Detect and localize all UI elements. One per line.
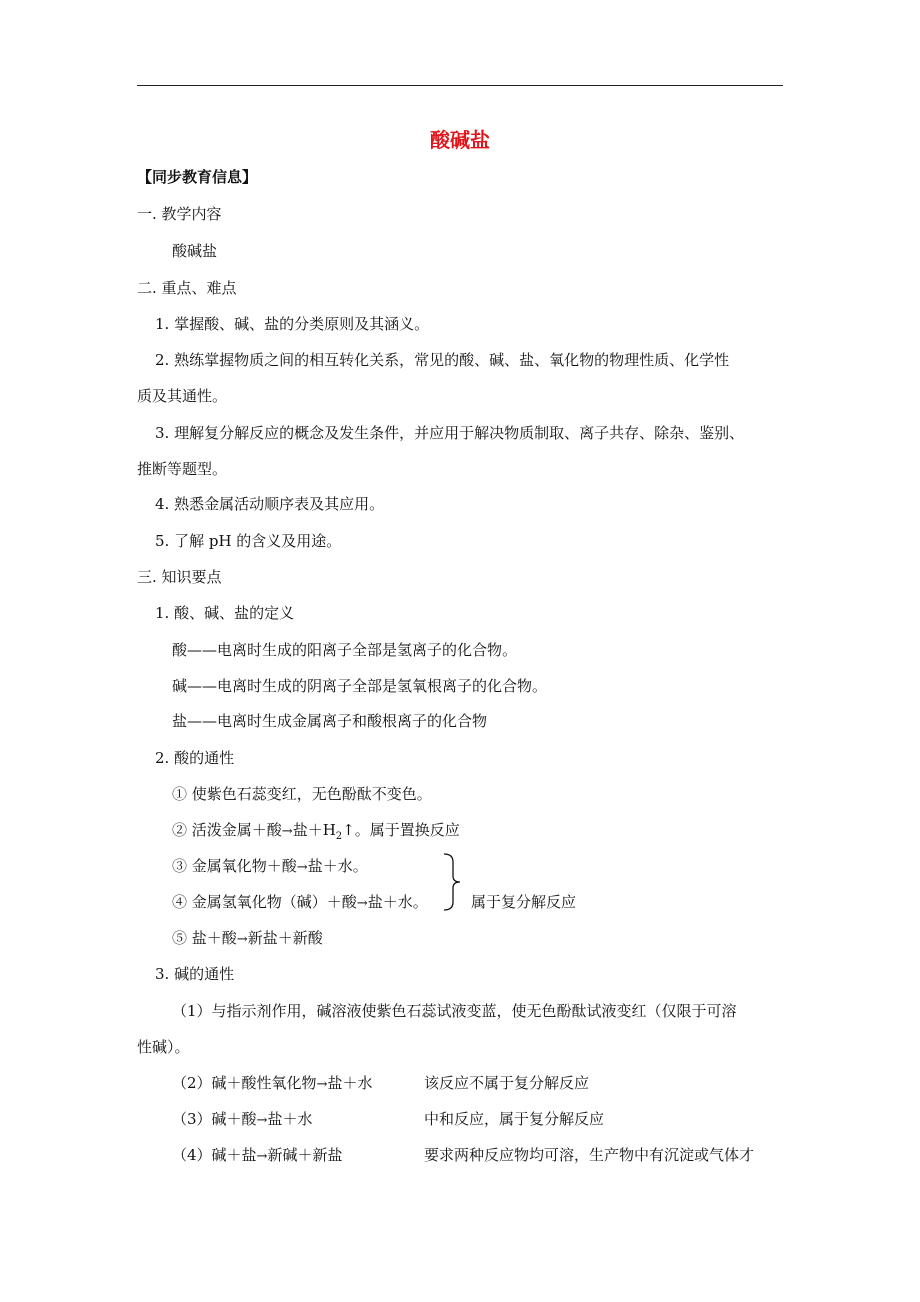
- arrow-icon: →: [256, 1149, 268, 1164]
- s2-item-3: 3. 理解复分解反应的概念及发生条件，并应用于解决物质制取、离子共存、除杂、鉴别、: [155, 424, 745, 442]
- s2-heading: 二. 重点、难点: [137, 279, 237, 297]
- acid-prop-2-reactants: ② 活泼金属＋酸: [172, 821, 282, 839]
- header-rule: [137, 85, 783, 86]
- acid-prop-4: [172, 892, 428, 914]
- base-prop-4-products: 新碱＋新盐: [267, 1146, 343, 1164]
- acid-prop-2-note: ↑。属于置换反应: [342, 821, 460, 839]
- s2-item-4: 4. 熟悉金属活动顺序表及其应用。: [155, 495, 385, 513]
- base-prop-3-products: 盐＋水: [267, 1110, 313, 1128]
- acid-prop-4-reactants: ④ 金属氢氧化物（碱）＋酸: [172, 893, 357, 911]
- base-heading: 3. 碱的通性: [155, 965, 235, 983]
- h2-subscript: 2: [335, 831, 343, 842]
- base-prop-1: （1）与指示剂作用，碱溶液使紫色石蕊试液变蓝，使无色酚酞试液变红（仅限于可溶: [172, 1002, 737, 1020]
- base-prop-1-cont: 性碱）。: [137, 1038, 190, 1056]
- base-prop-2-products: 盐＋水: [327, 1074, 373, 1092]
- s1-heading: 一. 教学内容: [137, 205, 222, 223]
- def-acid: 酸——电离时生成的阳离子全部是氢离子的化合物。: [172, 641, 518, 659]
- acid-prop-5-reactants: ⑤ 盐＋酸: [172, 929, 237, 947]
- arrow-icon: →: [356, 896, 368, 911]
- def-heading: 1. 酸、碱、盐的定义: [155, 604, 295, 622]
- arrow-icon: →: [256, 1113, 268, 1128]
- base-prop-2-reactants: （2）碱＋酸性氧化物: [172, 1074, 317, 1092]
- s2-item-1: 1. 掌握酸、碱、盐的分类原则及其涵义。: [155, 315, 430, 333]
- def-salt: 盐——电离时生成金属离子和酸根离子的化合物: [172, 712, 488, 730]
- acid-prop-4-products: 盐＋水。: [367, 893, 428, 911]
- double-decomposition-note: 属于复分解反应: [471, 893, 577, 911]
- acid-heading: 2. 酸的通性: [155, 749, 235, 767]
- acid-prop-5-products: 新盐＋新酸: [247, 929, 323, 947]
- arrow-icon: →: [236, 932, 248, 947]
- def-base: 碱——电离时生成的阴离子全部是氢氧根离子的化合物。: [172, 677, 548, 695]
- acid-prop-3-products: 盐＋水。: [307, 857, 368, 875]
- arrow-icon: →: [281, 824, 293, 839]
- s2-item-2: 2. 熟练掌握物质之间的相互转化关系，常见的酸、碱、盐、氧化物的物理性质、化学性: [155, 351, 730, 369]
- base-prop-4-note: 要求两种反应物均可溶，生产物中有沉淀或气体才: [424, 1146, 755, 1164]
- acid-prop-5: [172, 928, 323, 950]
- arrow-icon: →: [316, 1077, 328, 1092]
- acid-prop-3: [172, 856, 368, 878]
- base-prop-3: [172, 1109, 312, 1131]
- acid-prop-2-products: 盐＋H: [292, 821, 336, 839]
- base-prop-4: [172, 1145, 342, 1167]
- acid-prop-1: ① 使紫色石蕊变红，无色酚酞不变色。: [172, 785, 432, 803]
- base-prop-4-reactants: （4）碱＋盐: [172, 1146, 257, 1164]
- page-title: 酸碱盐: [430, 128, 490, 152]
- section-tag: 【同步教育信息】: [137, 168, 258, 186]
- acid-prop-3-reactants: ③ 金属氧化物＋酸: [172, 857, 297, 875]
- s1-content: 酸碱盐: [172, 242, 218, 260]
- acid-prop-2: [172, 820, 460, 847]
- s3-heading: 三. 知识要点: [137, 568, 222, 586]
- arrow-icon: →: [296, 860, 308, 875]
- s2-item-5: 5. 了解 pH 的含义及用途。: [155, 532, 342, 550]
- s2-item-3-cont: 推断等题型。: [137, 460, 228, 478]
- base-prop-2-note: 该反应不属于复分解反应: [424, 1074, 590, 1092]
- base-prop-2: [172, 1073, 372, 1095]
- s2-item-2-cont: 质及其通性。: [137, 387, 228, 405]
- base-prop-3-note: 中和反应，属于复分解反应: [424, 1110, 605, 1128]
- right-brace-icon: [440, 852, 468, 912]
- base-prop-3-reactants: （3）碱＋酸: [172, 1110, 257, 1128]
